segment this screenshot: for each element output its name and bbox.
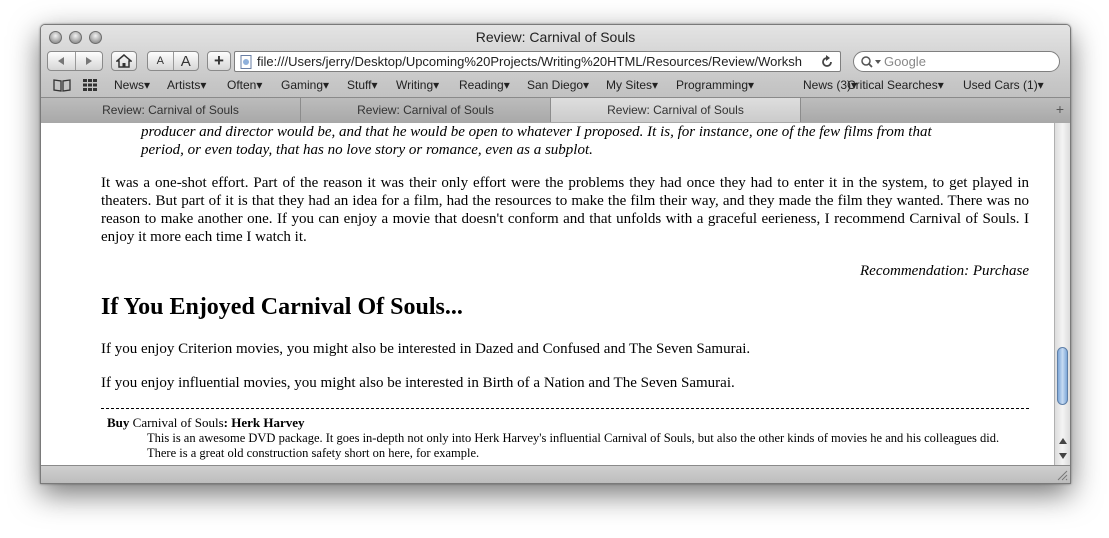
scroll-down-arrow-icon[interactable] <box>1056 450 1070 462</box>
suggestion-influential: If you enjoy influential movies, you might also be interested in Birth of a Nation and The Seven Samurai. <box>101 375 735 391</box>
scroll-thumb[interactable] <box>1057 347 1068 405</box>
recommendation: Recommendation: Purchase <box>860 263 1029 279</box>
search-placeholder: Google <box>884 54 926 69</box>
add-bookmark-button[interactable]: + <box>207 51 231 71</box>
bookmark-stuff[interactable]: Stuff▾ <box>347 78 378 92</box>
suggestion-criterion: If you enjoy Criterion movies, you might also be interested in Dazed and Confused and The Seven Samurai. <box>101 341 751 357</box>
browser-window <box>40 24 1071 484</box>
bookmark-news-3[interactable]: News (3)▾ <box>803 78 858 92</box>
back-button[interactable] <box>48 52 76 70</box>
buy-label: Buy <box>107 415 130 430</box>
bookmark-reading[interactable]: Reading▾ <box>459 78 510 92</box>
text-smaller-button[interactable]: A <box>148 52 174 70</box>
quote-line-2: period, or even today, that has no love story or romance, even as a subplot. <box>141 142 593 158</box>
tab-3[interactable] <box>551 98 801 122</box>
page-content <box>41 123 1054 465</box>
quote-line-1: producer and director would be, and that he would be open to whatever I proposed. It is, for instance, one of the few films from that <box>141 124 932 140</box>
bookmark-my-sites[interactable]: My Sites▾ <box>606 78 659 92</box>
forward-button[interactable] <box>76 52 103 70</box>
tab-2-label: Review: Carnival of Souls <box>357 103 494 117</box>
tab-1-label: Review: Carnival of Souls <box>102 103 239 117</box>
browser-chrome <box>41 25 1070 124</box>
tab-1[interactable] <box>41 98 301 122</box>
bookmark-writing[interactable]: Writing▾ <box>396 78 440 92</box>
tab-bar <box>41 97 1070 123</box>
tab-2[interactable] <box>301 98 551 122</box>
reload-icon[interactable] <box>820 55 834 69</box>
back-forward-group <box>47 51 103 71</box>
quote-text <box>141 123 1021 159</box>
bookmark-artists[interactable]: Artists▾ <box>167 78 207 92</box>
bookmark-san-diego[interactable]: San Diego▾ <box>527 78 590 92</box>
bookmark-used-cars[interactable]: Used Cars (1)▾ <box>963 78 1044 92</box>
vertical-scrollbar[interactable] <box>1054 123 1070 465</box>
text-size-group <box>147 51 199 71</box>
bookmark-programming[interactable]: Programming▾ <box>676 78 755 92</box>
bookmark-news[interactable]: News▾ <box>114 78 151 92</box>
bookmark-often[interactable]: Often▾ <box>227 78 263 92</box>
buy-description: This is an awesome DVD package. It goes in-depth not only into Herk Harvey's influential Carnival of Souls, but also the other kinds of movies he and his colleagues did. There is a great old construction safety short on here, for example. <box>147 431 1000 460</box>
tab-3-label: Review: Carnival of Souls <box>607 103 744 117</box>
address-bar[interactable] <box>234 51 841 72</box>
scroll-up-arrow-icon[interactable] <box>1056 435 1070 447</box>
section-heading: If You Enjoyed Carnival Of Souls... <box>101 294 463 320</box>
search-icon <box>860 55 882 69</box>
search-field[interactable] <box>853 51 1060 72</box>
buy-line <box>107 415 305 431</box>
body-paragraph: It was a one-shot effort. Part of the reason it was their only effort were the problems they had once they had to enter it in the system, to get played in theaters. But part of it is that they had an idea for a film, had the resources to make the film their way, and they made the film they wanted. There was no reason to make another one. If you can enjoy a movie that doesn't conform and that unfolds with a graceful eerieness, I recommend Carnival of Souls. I enjoy it more each time I watch it. <box>101 175 1029 245</box>
bookmark-gaming[interactable]: Gaming▾ <box>281 78 330 92</box>
window-title: Review: Carnival of Souls <box>475 29 636 45</box>
file-page-icon <box>238 54 254 70</box>
new-tab-plus-icon[interactable]: + <box>1055 101 1064 117</box>
resize-grip-icon[interactable] <box>1056 469 1068 481</box>
bookmarks-book-icon[interactable] <box>53 78 71 92</box>
bookmark-critical-searches[interactable]: Critical Searches▾ <box>847 78 944 92</box>
text-larger-button[interactable]: A <box>180 52 191 70</box>
home-button[interactable] <box>111 51 137 71</box>
buy-title-link[interactable]: Carnival of Souls <box>132 415 224 430</box>
home-icon <box>116 54 132 68</box>
address-text: file:///Users/jerry/Desktop/Upcoming%20Projects/Writing%20HTML/Resources/Review/Worksh <box>257 54 802 69</box>
dashed-divider <box>101 408 1029 409</box>
bookmarks-bar <box>41 75 1070 95</box>
status-bar <box>41 465 1070 483</box>
top-sites-grid-icon[interactable] <box>82 78 98 92</box>
back-arrow-icon <box>56 56 66 66</box>
forward-arrow-icon <box>84 56 94 66</box>
buy-author: : Herk Harvey <box>223 415 305 430</box>
